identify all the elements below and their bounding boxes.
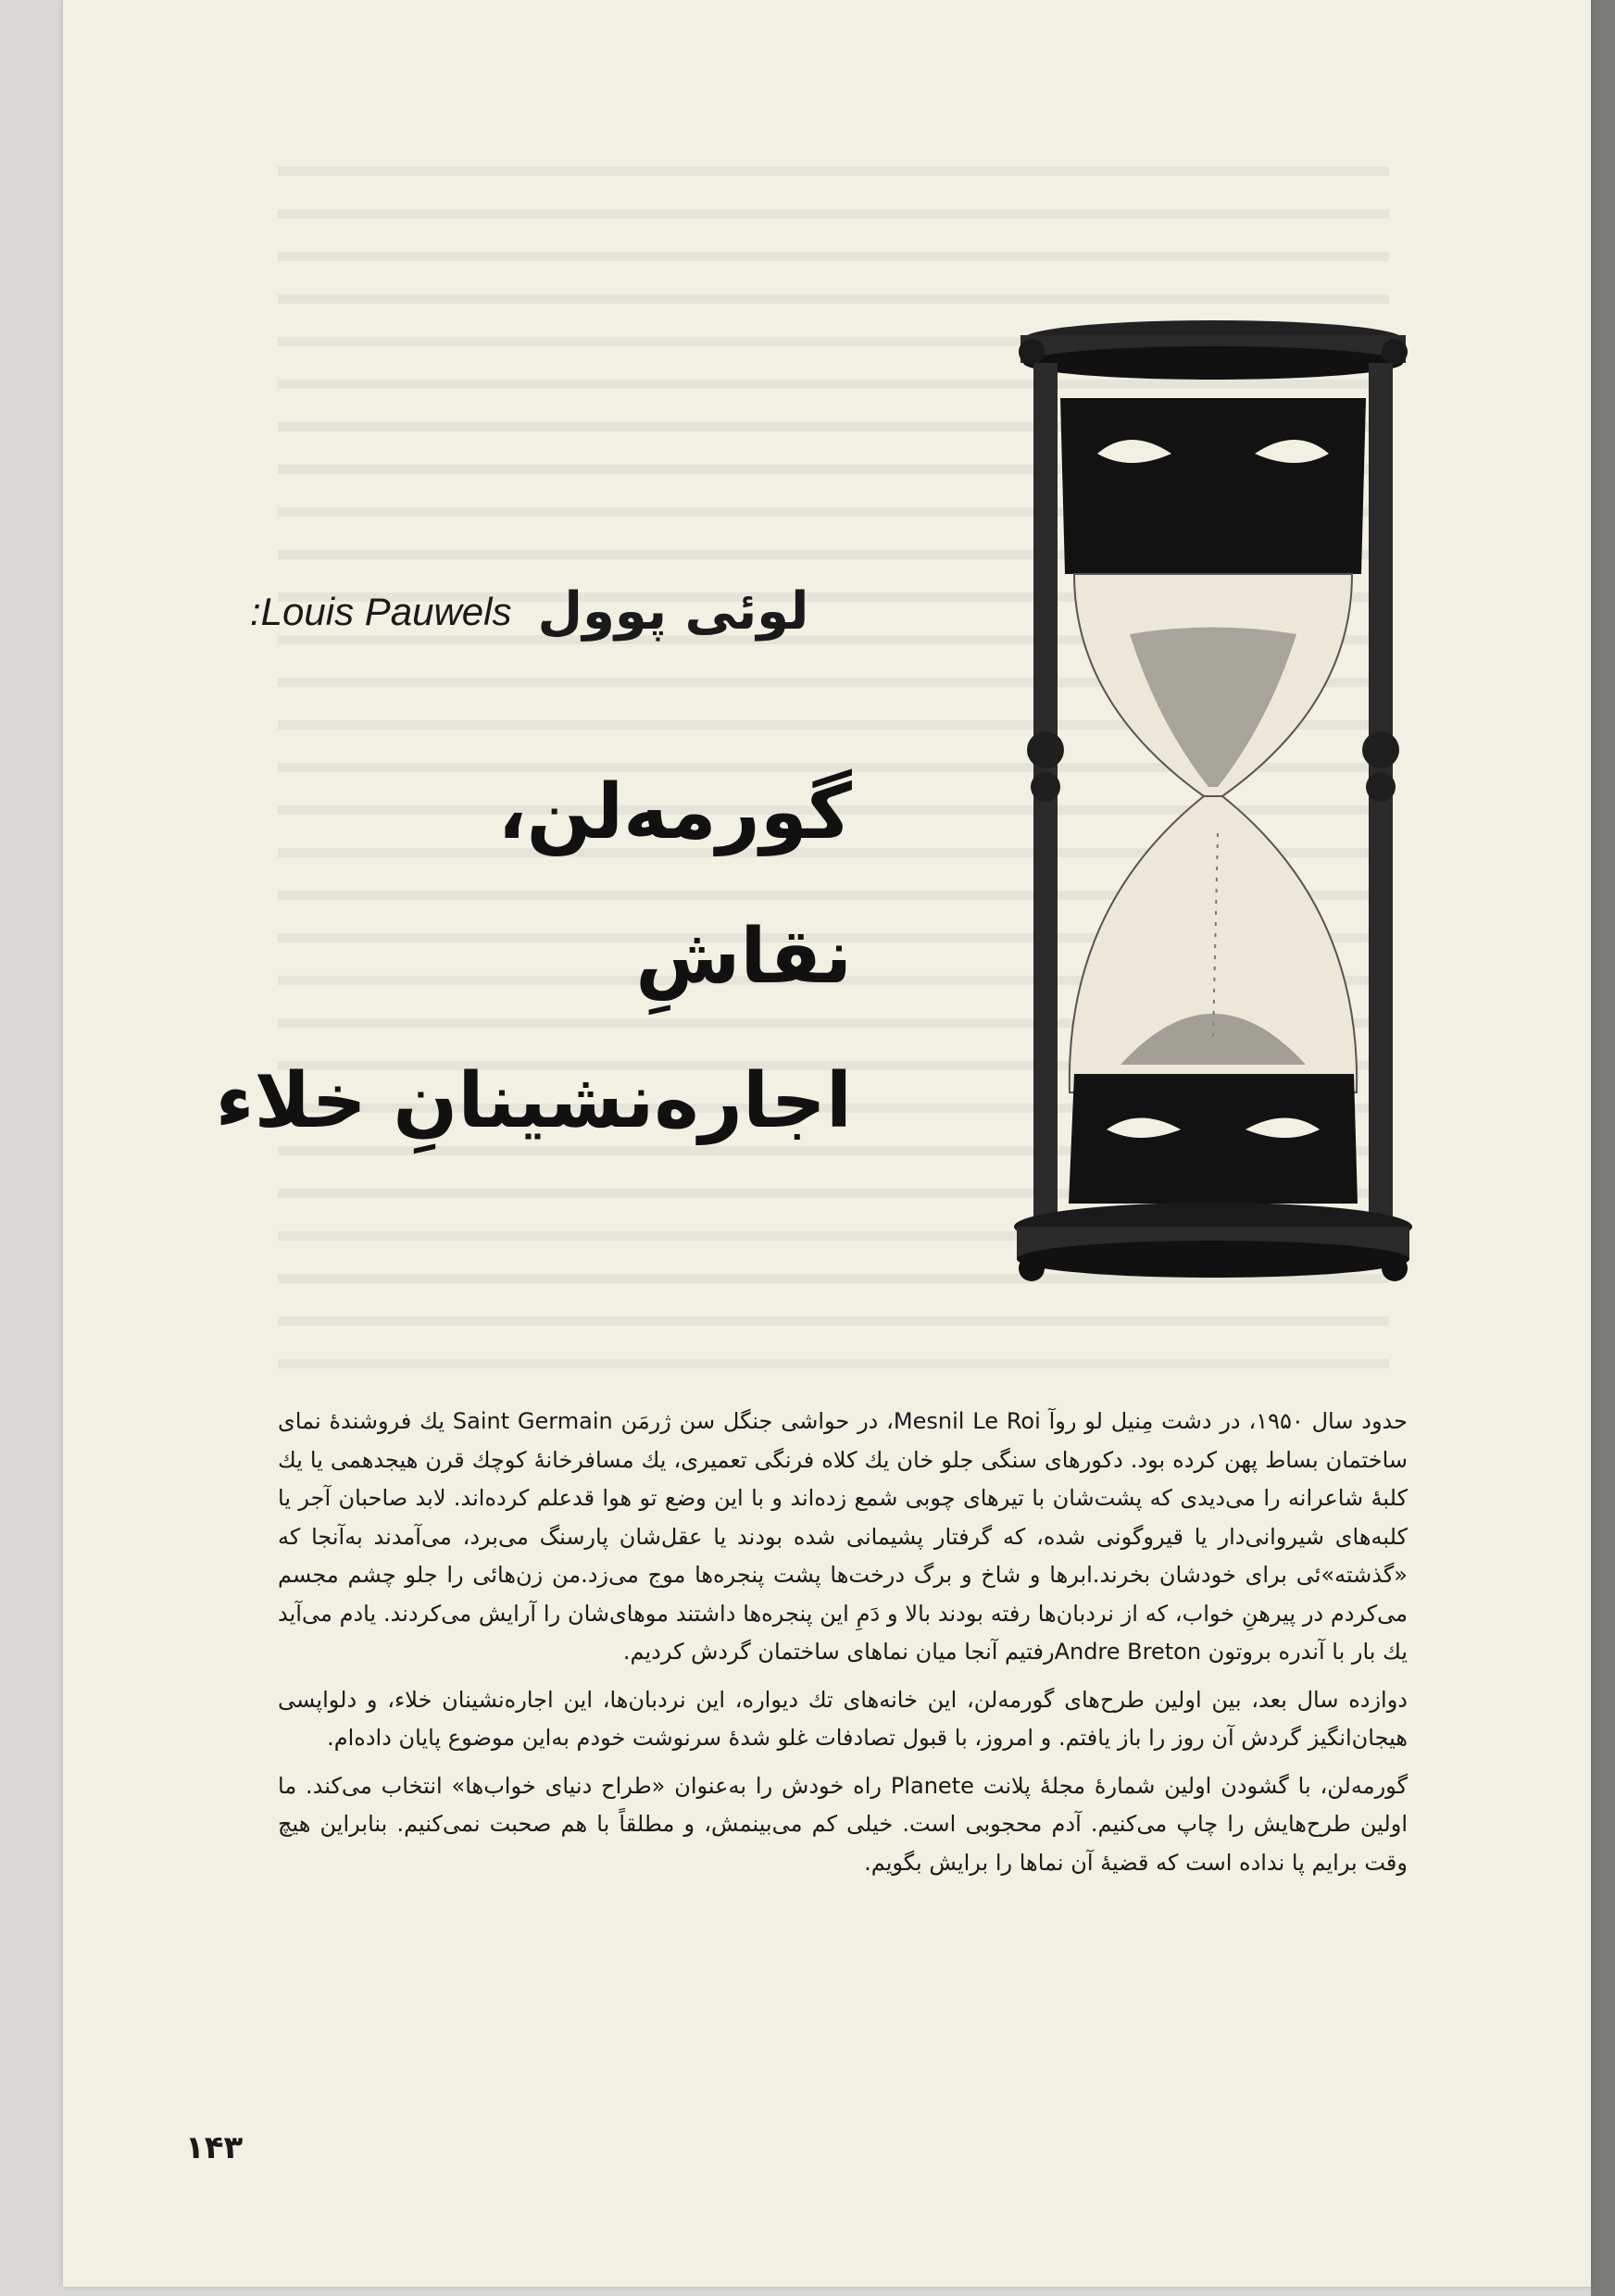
author-name-latin: :Louis Pauwels <box>250 589 512 633</box>
title-line: گورمه‌لن، <box>497 768 852 856</box>
title-line: اجاره‌نشینانِ خلاء <box>215 1057 852 1145</box>
author-name-persian: لوئی پوول <box>537 581 809 642</box>
hourglass-with-masks-icon <box>1009 315 1417 1296</box>
body-paragraph: گورمه‌لن، با گشودن اولین شمارهٔ مجلهٔ پلانت Planete راه خودش را به‌عنوان «طراح دنیای خواب‌ها» انتخاب می‌کند. ما اولین طرح‌هایش را چاپ می‌کنیم. آدم محجوبی است. خیلی کم می‌بینمش، و مطلقاً با هم صحبت نمی‌کنیم. بنابراین هیچ وقت برایم پا نداده است که قضیهٔ آن نماها را برایش بگویم. <box>278 1772 1408 1876</box>
body-paragraph: دوازده سال بعد، بین اولین طرح‌های گورمه‌لن، این خانه‌های تك دیواره، این نردبان‌ها، این اجاره‌نشینان خلاء، و دلواپسی هیجان‌انگیز گردش آن روز را باز یافتم. و امروز، با قبول تصادفات غلو شدهٔ سرنوشت خودم به‌این موضوع پایان داده‌ام. <box>278 1686 1408 1751</box>
article-title <box>215 741 852 1174</box>
page-number: ۱۴۳ <box>185 2129 244 2166</box>
scan-edge <box>1591 0 1615 2296</box>
body-paragraph: حدود سال ۱۹۵۰، در دشت مِنیل لو روآ Mesnil Le Roi، در حواشی جنگل سن ژرمَن Saint Germain يك فروشندهٔ نمای ساختمان بساط پهن کرده بود. دکورهای سنگی جلو خان يك کلاه فرنگی تعمیری، يك مسافرخانهٔ کوچك قرن هیجدهمی یا يك کلبهٔ شاعرانه را می‌دیدی که پشت‌شان با تیرهای چوبی شمع زده‌اند و با این وضع تو هوا قدعلم کرده‌اند. لابد صاحبان آجر یا کلبه‌های شیروانی‌دار یا قیروگونی شده، که گرفتار پشیمانی شده بودند یا عقل‌شان پارسنگ می‌برد، می‌آمدند به‌آنجا که «گذشته»ئی برای خودشان بخرند.ابرها و شاخ و برگ درخت‌ها پشت پنجره‌ها موج می‌زد.من زن‌هائی را جلو چشم مجسم می‌کردم در پیرهنِ خواب، که از نردبان‌ها رفته بودند بالا و دَمِ این پنجره‌ها داشتند موهای‌شان را آرایش می‌کردند. یادم می‌آید يك بار با آندره بروتون Andre Bretonرفتیم آنجا میان نماهای ساختمان گردش کردیم. <box>278 1408 1408 1665</box>
author-line <box>250 581 843 642</box>
article-body <box>278 1403 1408 1891</box>
title-line: نقاشِ <box>635 913 852 1001</box>
